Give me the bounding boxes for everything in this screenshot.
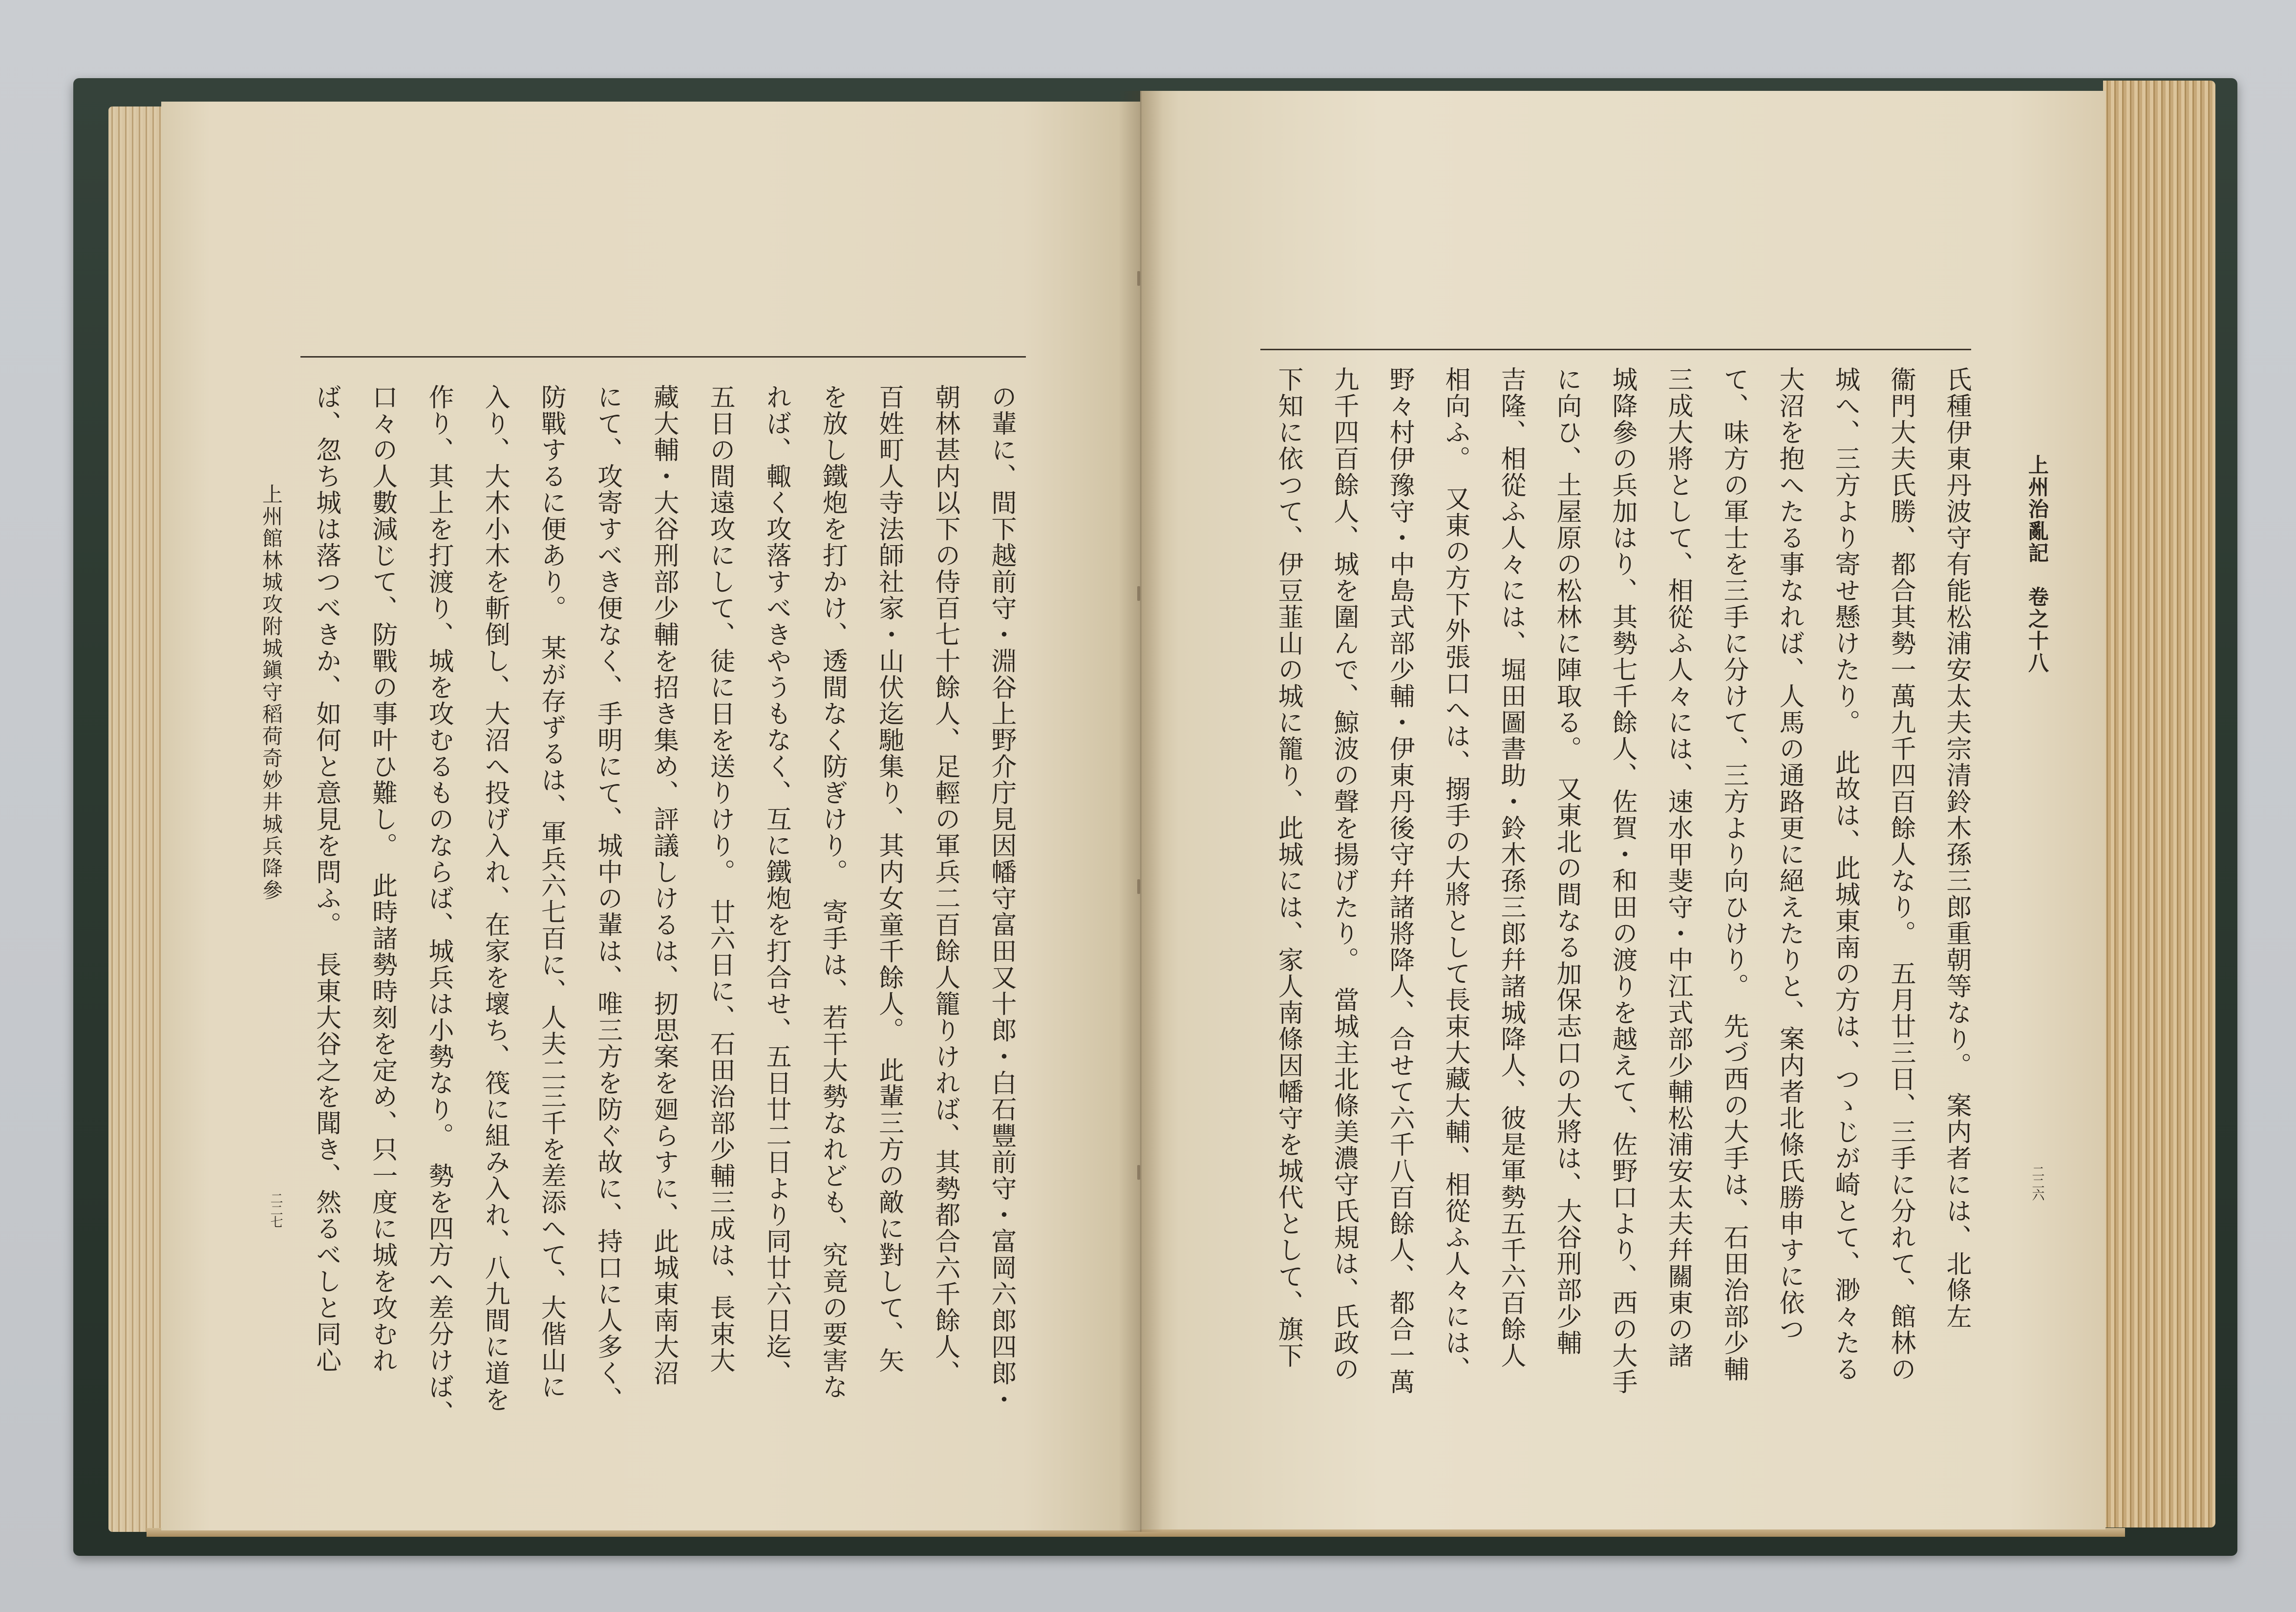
text-column: 防戰するに便あり。 某が存ずるは、軍兵六七百に、人夫二三千を差添へて、大偕山に	[536, 384, 566, 1400]
text-column: の輩に、間下越前守・淵谷上野介庁見因幡守富田又十郎・白石豐前守・富岡六郎四郎・	[987, 384, 1016, 1413]
text-column: にて、攻寄すべき便なく、手明にて、城中の輩は、唯三方を防ぐ故に、持口に人多く、	[593, 384, 622, 1413]
text-column: 百姓町人寺法師社家・山伏迄馳集り、其内女童千餘人。 此輩三方の敵に對して、矢	[874, 384, 904, 1374]
header-rule	[300, 356, 1026, 358]
text-column: 城へ、三方より寄せ懸けたり。 此故は、此城東南の方は、つゝじが崎とて、渺々たる	[1830, 366, 1860, 1382]
text-column: 朝林甚内以下の侍百七十餘人、足輕の軍兵二百餘人籠りければ、其勢都合六千餘人、	[930, 384, 960, 1386]
right-page-edges	[2103, 81, 2215, 1527]
text-column: 五日の間遠攻にして、徒に日を送りけり。 廿六日に、石田治部少輔三成は、長束大	[705, 384, 735, 1374]
gutter-shadow	[1119, 91, 1163, 1532]
text-column: に向ひ、土屋原の松林に陣取る。 又東北の間なる加保志口の大將は、大谷刑部少輔	[1552, 366, 1581, 1356]
text-column: を放し鐵炮を打かけ、透間なく防ぎけり。 寄手は、若干大勢なれども、究竟の要害な	[818, 384, 848, 1400]
text-column: 氏種伊東丹波守有能松浦安太夫宗清鈴木孫三郎重朝等なり。 案内者には、北條左	[1942, 366, 1971, 1330]
right-page	[1140, 91, 2105, 1529]
text-column: 吉隆、相從ふ人々には、堀田圖書助・鈴木孫三郎幷諸城降人、彼是軍勢五千六百餘人	[1496, 366, 1526, 1369]
page-number: 二二七	[268, 1192, 283, 1227]
binding-stitch	[1137, 1165, 1140, 1180]
text-column: て、味方の軍士を三手に分けて、三方より向ひけり。 先づ西の大手は、石田治部少輔	[1719, 366, 1748, 1382]
text-column: 作り、其上を打渡り、城を攻むるものならば、城兵は小勢なり。 勢を四方へ差分けば、	[424, 384, 453, 1426]
text-column: 衞門大夫氏勝、都合其勢一萬九千四百餘人なり。 五月廿三日、三手に分れて、館林の	[1886, 366, 1915, 1382]
text-column: 相向ふ。 又東の方下外張口へは、搦手の大將として長束大藏大輔、相從ふ人々には、	[1441, 366, 1470, 1382]
text-column: れば、輙く攻落すべきやうもなく、互に鐵炮を打合せ、五日廿二日より同廿六日迄、	[762, 384, 791, 1386]
binding-stitch	[1137, 271, 1140, 286]
header-rule	[1260, 349, 1971, 350]
left-page-edges	[108, 106, 167, 1532]
binding-stitch	[1137, 879, 1140, 894]
text-column: 下知に依つて、伊豆韮山の城に籠り、此城には、家人南條因幡守を城代として、旗下	[1274, 366, 1303, 1369]
text-column: 野々村伊豫守・中島式部少輔・伊東丹後守幷諸將降人、合せて六千八百餘人、都合一萬	[1385, 366, 1414, 1395]
text-column: 藏大輔・大谷刑部少輔を招き集め、評議しけるは、扨思案を廻らすに、此城東南大沼	[649, 384, 679, 1386]
text-column: 大沼を抱へたる事なれば、人馬の通路更に絕えたりと、案内者北條氏勝申すに依つ	[1775, 366, 1804, 1342]
left-page-text	[298, 384, 1029, 1459]
binding-stitch	[1137, 586, 1140, 601]
page-number: 二二六	[2030, 1165, 2044, 1200]
right-page-text	[1260, 366, 1984, 1441]
left-page	[161, 102, 1140, 1530]
text-column: 入り、大木小木を斬倒し、大沼へ投げ入れ、在家を壞ち、筏に組み入れ、八九間に道を	[480, 384, 510, 1413]
text-column: ば、忽ち城は落つべきか、如何と意見を問ふ。 長東大谷之を聞き、然るべしと同心	[311, 384, 341, 1374]
running-head: 上州館林城攻附城鎭守稻荷奇妙井城兵降參	[259, 484, 283, 901]
text-column: 九千四百餘人、城を圍んで、鯨波の聲を揚げたり。 當城主北條美濃守氏規は、氏政の	[1329, 366, 1359, 1382]
text-column: 城降參の兵加はり、其勢七千餘人、佐賀・和田の渡りを越えて、佐野口より、西の大手	[1608, 366, 1637, 1395]
text-column: 口々の人數減じて、防戰の事叶ひ難し。 此時諸勢時刻を定め、只一度に城を攻むれ	[367, 384, 397, 1374]
text-column: 三成大將として、相從ふ人々には、速水甲斐守・中江式部少輔松浦安太夫幷關東の諸	[1663, 366, 1693, 1369]
running-head: 上州治亂記 卷之十八	[2025, 454, 2049, 674]
